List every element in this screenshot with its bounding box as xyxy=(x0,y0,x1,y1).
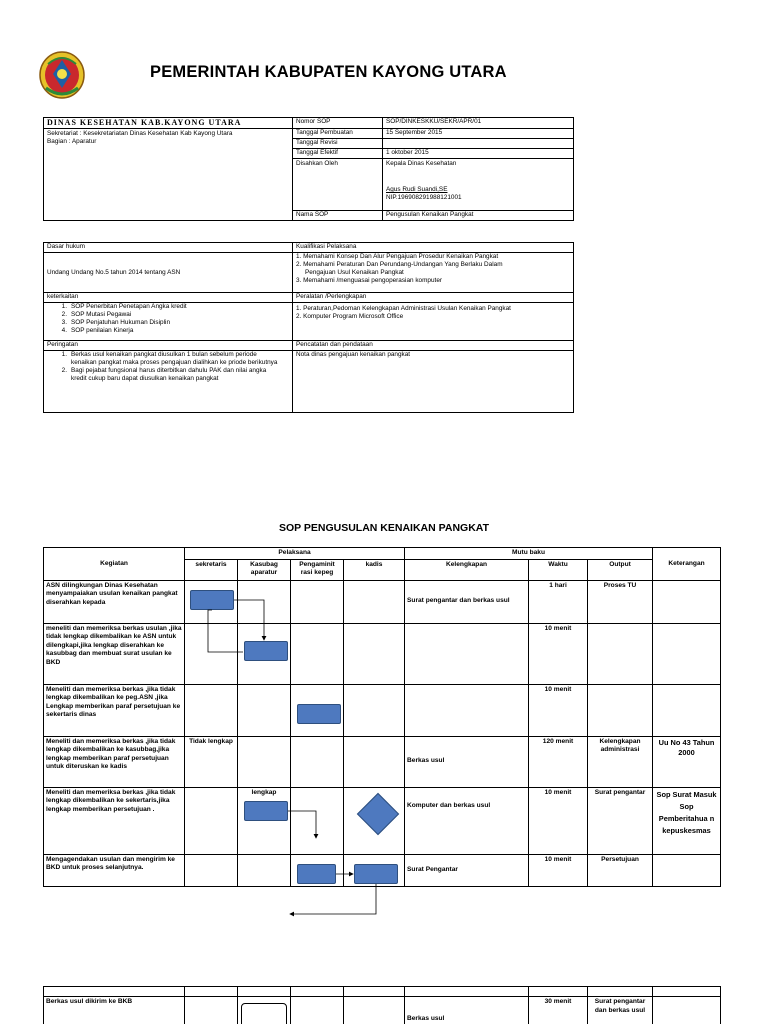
col-mutu-baku: Mutu baku xyxy=(405,548,653,560)
list-item: 1. SOP Penerbitan Penetapan Angka kredit xyxy=(61,303,187,310)
waktu-cell: 30 menit xyxy=(529,997,588,1024)
sekretariat-text: Sekretariat : Kesekretariatan Dinas Kesehatan Kab Kayong Utara xyxy=(47,130,233,137)
table-row xyxy=(44,623,721,684)
col-sekretaris: sekretaris xyxy=(185,559,238,580)
disahkan-label: Disahkan Oleh xyxy=(293,159,383,211)
sop-details-table xyxy=(43,242,574,413)
col-pengaminit: Pengaminit rasi kepeg xyxy=(291,559,344,580)
keterkaitan-label: keterkaitan xyxy=(44,293,293,303)
table-row xyxy=(44,997,721,1024)
pencatatan-label: Pencatatan dan pendataan xyxy=(293,341,574,351)
table-row xyxy=(44,580,721,623)
waktu-cell: 10 menit xyxy=(529,854,588,886)
process-box-kadis xyxy=(354,864,398,884)
process-box-pengaminit-2 xyxy=(297,864,336,884)
output-cell: Surat pengantar dan berkas usul xyxy=(588,997,653,1024)
col-kelengkapan: Kelengkapan xyxy=(405,559,529,580)
dasar-hukum-value: Undang Undang No.5 tahun 2014 tentang ASN xyxy=(44,253,293,293)
info-label: Tanggal Pembuatan xyxy=(293,129,383,139)
process-box-pengaminit xyxy=(297,704,341,724)
kualifikasi-list xyxy=(293,253,574,293)
bagian-text: Bagian : Aparatur xyxy=(47,138,97,145)
info-value: 1 oktober 2015 xyxy=(383,149,574,159)
dinas-name: DINAS KESEHATAN KAB.KAYONG UTARA xyxy=(44,118,293,129)
kualifikasi-item: 1. Memahami Konsep Dan Alur Pengajuan Prosedur Kenaikan Pangkat xyxy=(296,253,499,260)
kualifikasi-label: Kualifikasi Pelaksana xyxy=(293,243,574,253)
table-row xyxy=(44,684,721,736)
process-box-kasubag xyxy=(244,641,288,661)
unit-info xyxy=(44,129,293,221)
signer-name: Agus Rudi Suandi,SE xyxy=(386,186,448,193)
output-cell: Persetujuan xyxy=(588,854,653,886)
col-waktu: Waktu xyxy=(529,559,588,580)
pencatatan-value: Nota dinas pengajuan kenaikan pangkat xyxy=(293,351,574,413)
process-box-sekretaris xyxy=(190,590,234,610)
waktu-cell: 10 menit xyxy=(529,623,588,684)
kelengkapan-cell: Surat pengantar dan berkas usul xyxy=(405,580,529,623)
kelengkapan-cell: Komputer dan berkas usul xyxy=(405,787,529,854)
output-cell: Proses TU xyxy=(588,580,653,623)
col-kadis: kadis xyxy=(344,559,405,580)
kegiatan-cell: Meneliti dan memeriksa berkas ,jika tidak lengkap dikembalikan ke peg.ASN ,jika Lengkap memberikan paraf persetujuan ke sekertaris dinas xyxy=(44,684,185,736)
peralatan-item: 2. Komputer Program Microsoft Office xyxy=(296,313,404,320)
process-box-kasubag-2 xyxy=(244,801,288,821)
kegiatan-cell: Meneliti dan memeriksa berkas ,jika tidak lengkap dikembalikan ke kasubbag,jika lengkap memberikan paraf persetujuan untuk diteruskan ke kadis xyxy=(44,736,185,787)
col-keterangan: Keterangan xyxy=(653,548,721,581)
output-cell: Kelengkapan administrasi xyxy=(588,736,653,787)
info-value: SOP/DINKESKKU/SEKR/APR/01 xyxy=(383,118,574,129)
flow-table xyxy=(43,547,721,887)
list-item: 4. SOP penilaian Kinerja xyxy=(61,327,134,334)
list-item: 2. Bagi pejabat fungsional harus diterbitkan dahulu PAK dan nilai angka kredit cukup baru dapat diusulkan kenaikan pangkat xyxy=(61,367,267,382)
keterangan-cell: Uu No 43 Tahun 2000 xyxy=(653,736,721,787)
waktu-cell: 10 menit xyxy=(529,684,588,736)
kualifikasi-item: 2. Memahami Peraturan Dan Perundang-Undangan Yang Berlaku Dalam xyxy=(296,261,503,268)
flow-title: SOP PENGUSULAN KENAIKAN PANGKAT xyxy=(278,522,489,534)
info-value: 15 September 2015 xyxy=(383,129,574,139)
kelengkapan-cell: Berkas usul xyxy=(405,997,529,1024)
info-label: Tanggal Efektif xyxy=(293,149,383,159)
nama-sop-label: Nama SOP xyxy=(293,211,383,221)
col-output: Output xyxy=(588,559,653,580)
table-row xyxy=(44,736,721,787)
terminator-box xyxy=(241,1003,287,1024)
peringatan-list xyxy=(44,351,293,413)
waktu-cell: 120 menit xyxy=(529,736,588,787)
page-title: PEMERINTAH KABUPATEN KAYONG UTARA xyxy=(150,63,507,81)
info-label: Tanggal Revisi xyxy=(293,139,383,149)
nama-sop-value: Pengusulan Kenaikan Pangkat xyxy=(383,211,574,221)
kualifikasi-item: 3. Memahami /menguasai pengoperasian komputer xyxy=(296,277,443,284)
col-kegiatan: Kegiatan xyxy=(44,548,185,581)
dasar-hukum-label: Dasar hukum xyxy=(44,243,293,253)
keterkaitan-list xyxy=(44,303,293,341)
waktu-cell: 10 menit xyxy=(529,787,588,854)
kabupaten-logo xyxy=(38,50,86,100)
kegiatan-cell: Meneliti dan memeriksa berkas ,jika tidak lengkap dikembalikan ke sekertaris,jika lengkap memberikan persetujuan . xyxy=(44,787,185,854)
list-item: 2. SOP Mutasi Pegawai xyxy=(61,311,132,318)
waktu-cell: 1 hari xyxy=(529,580,588,623)
kegiatan-cell: Mengagendakan usulan dan mengirim ke BKD untuk proses selanjutnya. xyxy=(44,854,185,886)
info-label: Nomor SOP xyxy=(293,118,383,129)
sekretaris-note: Tidak lengkap xyxy=(185,736,238,787)
kualifikasi-item: Pengajuan Usul Kenaikan Pangkat xyxy=(305,269,404,276)
col-kasubag: Kasubag aparatur xyxy=(238,559,291,580)
peralatan-list xyxy=(293,303,574,341)
info-value xyxy=(383,139,574,149)
signer-title: Kepala Dinas Kesehatan xyxy=(386,160,457,167)
kelengkapan-cell: Berkas usul xyxy=(405,736,529,787)
keterangan-cell: Sop Surat Masuk Sop Pemberitahua n kepuskesmas xyxy=(653,787,721,854)
list-item: 3. SOP Penjatuhan Hukuman Disiplin xyxy=(61,319,170,326)
signer-nip: NIP.196908291988121001 xyxy=(386,194,462,201)
output-cell: Surat pengantar xyxy=(588,787,653,854)
peringatan-label: Peringatan xyxy=(44,341,293,351)
signature-block xyxy=(383,159,574,211)
col-pelaksana: Pelaksana xyxy=(185,548,405,560)
kegiatan-cell: ASN dilingkungan Dinas Kesehatan menyampaiakan usulan kenaikan pangkat diserahkan kepada xyxy=(44,580,185,623)
flow-table-continued xyxy=(43,986,721,1024)
peralatan-label: Peralatan /Perlengkapan xyxy=(293,293,574,303)
kegiatan-cell: Berkas usul dikirim ke BKB xyxy=(44,997,185,1024)
kasubag-note: lengkap xyxy=(238,787,291,854)
list-item: 1. Berkas usul kenaikan pangkat diusulkan 1 bulan sebelum periode kenaikan pangkat maka proses pengajuan dialihkan ke priode berikutnya xyxy=(61,351,278,366)
sop-identity-table xyxy=(43,117,574,221)
peralatan-item: 1. Peraturan,Pedoman Kelengkapan Administrasi Usulan Kenaikan Pangkat xyxy=(296,305,511,312)
kelengkapan-cell: Surat Pengantar xyxy=(405,854,529,886)
kegiatan-cell: meneliti dan memeriksa berkas usulan ,jika tidak lengkap dikembalikan ke ASN untuk dilengkapi,jika lengkap diserahkan ke kasubbag dan membuat surat usulan ke BKD xyxy=(44,623,185,684)
